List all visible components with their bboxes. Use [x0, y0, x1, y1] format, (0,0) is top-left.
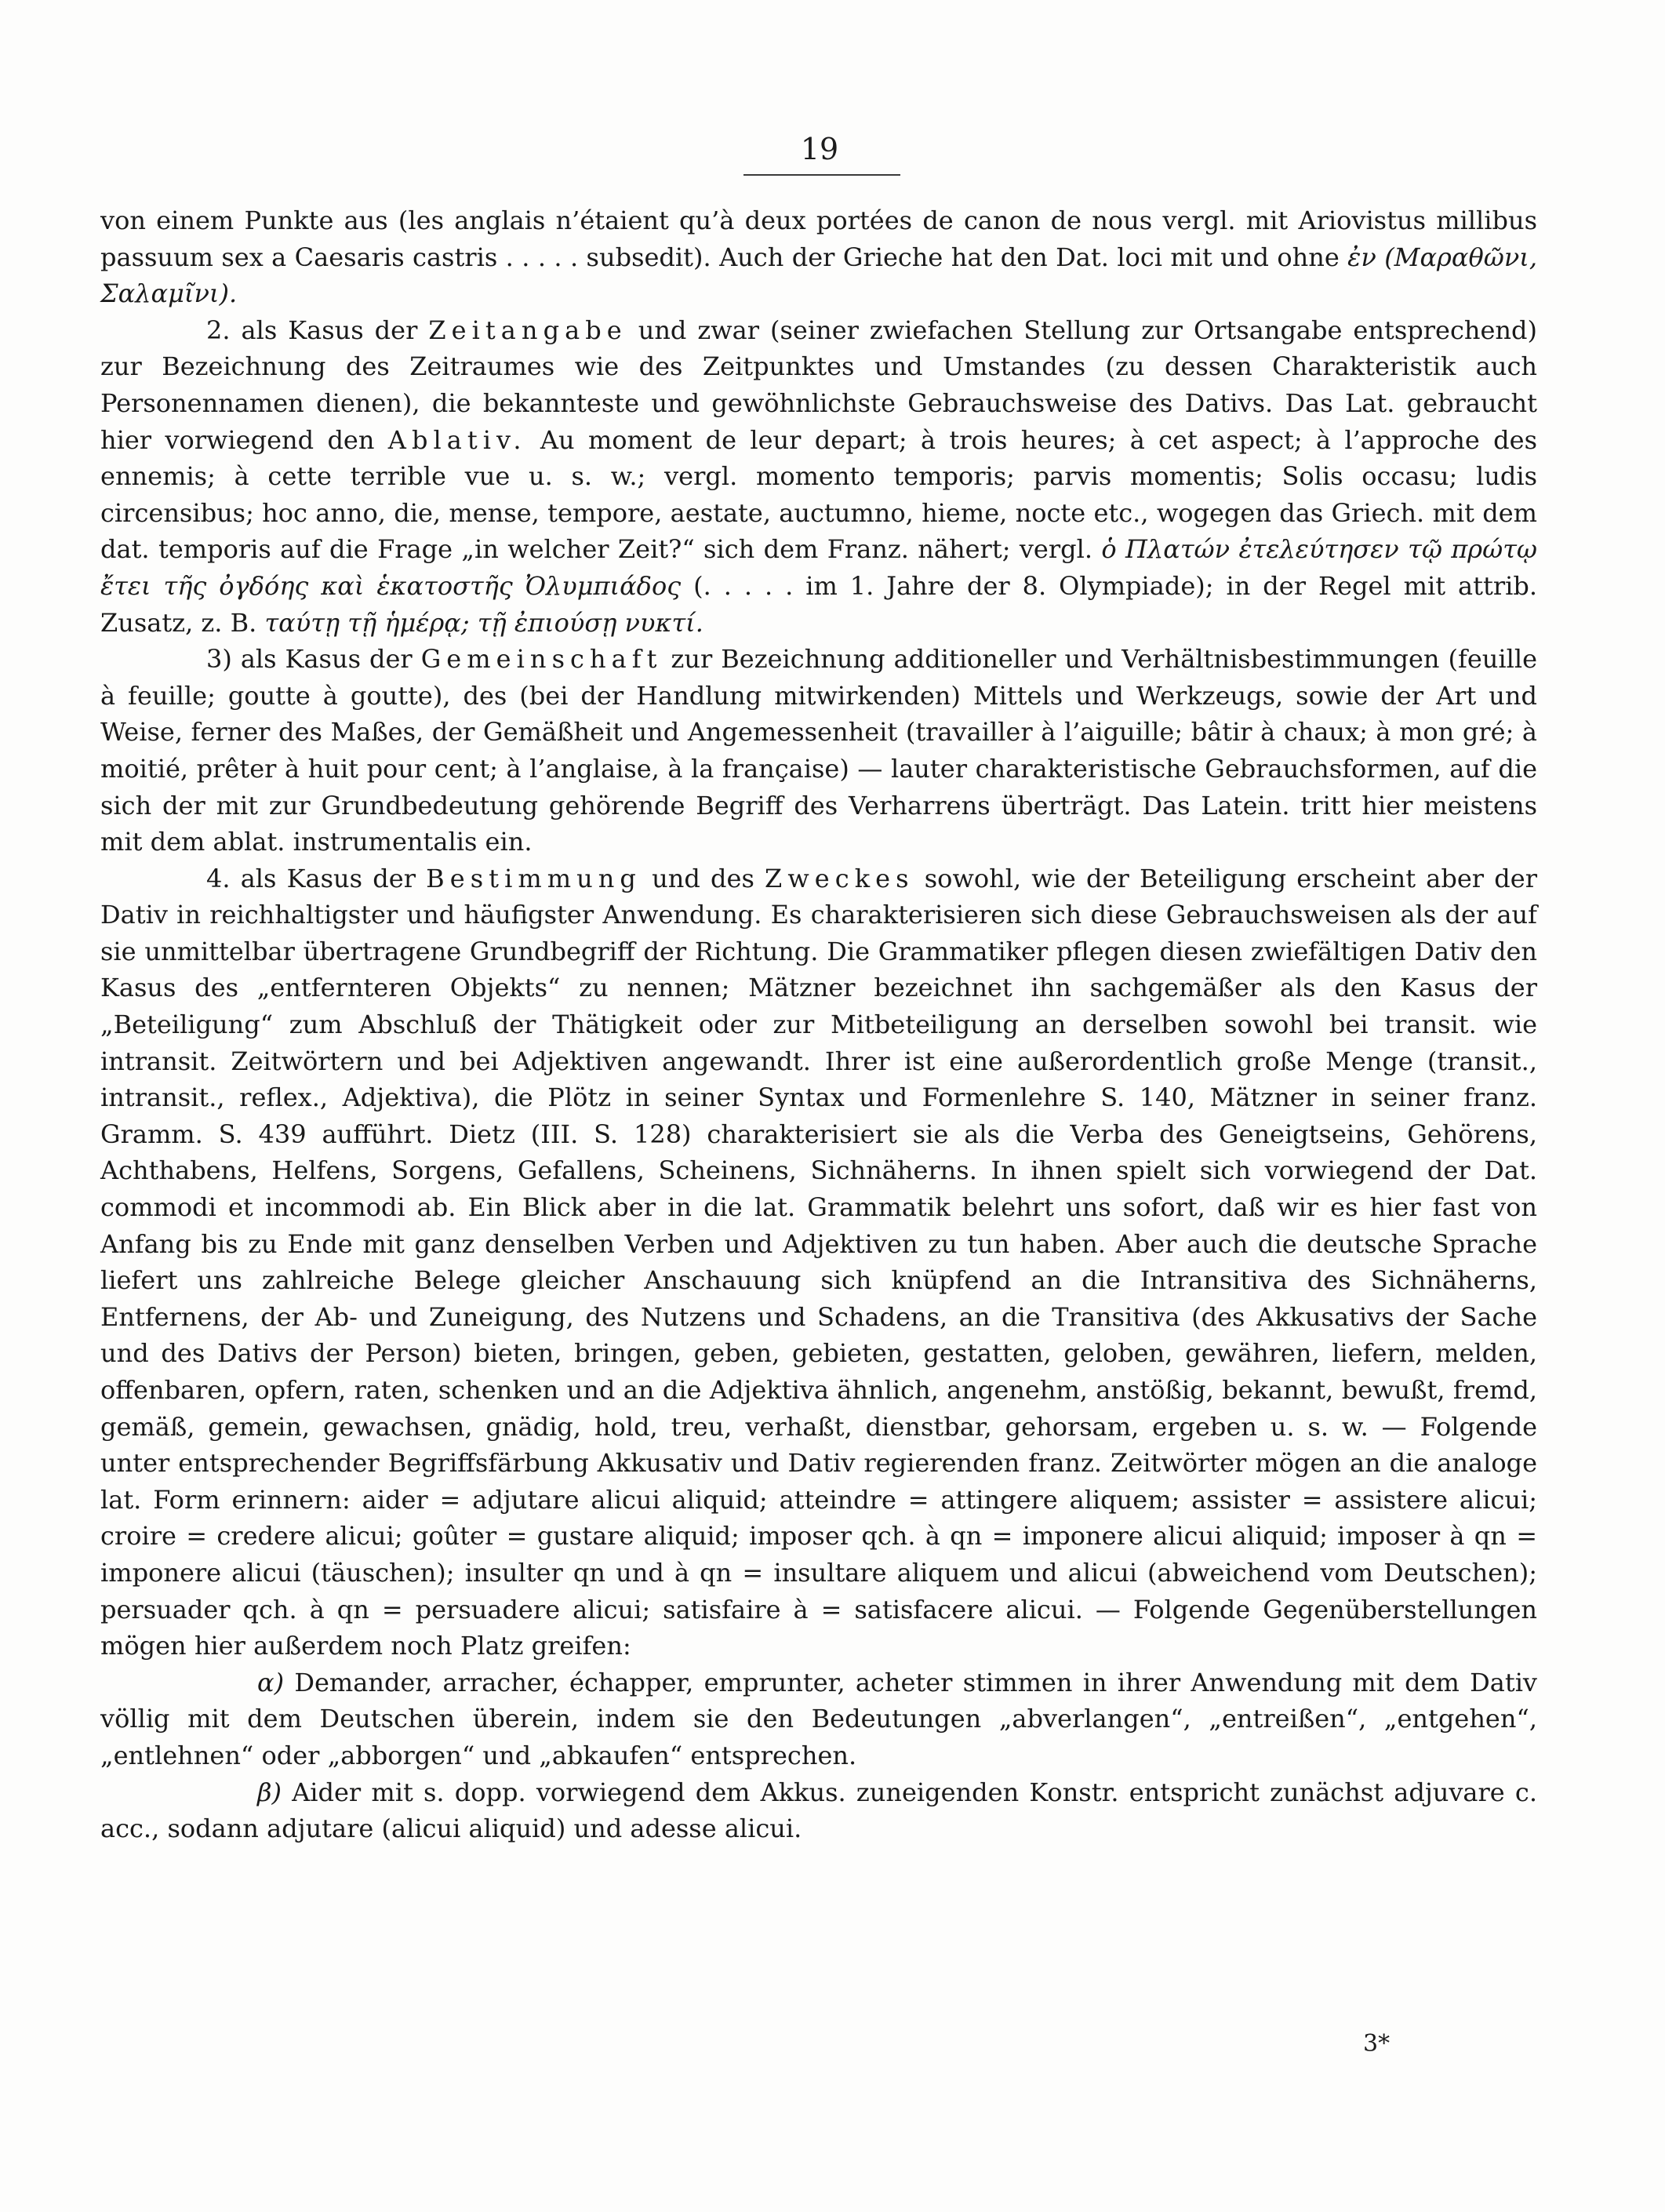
paragraph-time-indication	[100, 312, 1537, 641]
paragraph-text: 4. als Kasus der	[206, 863, 427, 893]
spaced-term: Ablativ.	[387, 424, 527, 455]
paragraph-text: Aider mit s. dopp. vorwiegend dem Akkus. zuneigenden Konstr. entspricht zunächst adjuvare c. acc., sodann adjutare (alicui aliquid) und adesse alicui.	[100, 1777, 1537, 1844]
greek-text: ἐν (Μαραθῶνι, Σαλαμῖνι).	[100, 242, 1538, 309]
paragraph-text: Au moment de leur depart; à trois heures; à cet aspect; à l’approche des ennemis; à cette terrible vue u. s. w.; vergl. momento temporis; parvis momentis; Solis occasu; ludis circensibus; hoc anno, die, mense, tempore, aestate, auctumno, hieme, nocte etc., wogegen das Griech. mit dem dat. temporis auf die Frage „in welcher Zeit?“ sich dem Franz. nähert; vergl.	[100, 424, 1538, 565]
paragraph-text: (. . . . . im 1. Jahre der 8. Olympiade); in der Regel mit attrib. Zusatz, z. B.	[100, 570, 1538, 638]
paragraph-text: Demander, arracher, échapper, emprunter, acheter stimmen in ihrer Anwendung mit dem Dativ völlig mit dem Deutschen überein, indem sie den Bedeutungen „abverlangen“, „entreißen“, „entgehen“, „entlehnen“ oder „abborgen“ und „abkaufen“ entsprechen.	[100, 1667, 1537, 1770]
greek-text: ταύτῃ τῇ ἡμέρᾳ; τῇ ἐπιούσῃ νυκτί.	[264, 607, 703, 638]
spaced-term: Bestimmung	[426, 863, 642, 893]
paragraph-continuation	[100, 202, 1537, 312]
paragraph-community	[100, 641, 1537, 860]
paragraph-purpose	[100, 860, 1537, 1664]
list-marker: β)	[257, 1777, 282, 1807]
spaced-term: Zweckes	[765, 863, 914, 893]
page-number: 19	[800, 132, 839, 166]
paragraph-text: und des	[641, 863, 765, 893]
spaced-term: Gemeinschaft	[420, 644, 663, 675]
paragraph-text: 3) als Kasus der	[206, 644, 421, 675]
paragraph-beta	[100, 1774, 1537, 1847]
greek-text: ὁ Πλατών ἐτελεύτησεν τῷ πρώτῳ ἔτει τῆς ὀγδόης καὶ ἑκατοστῆς Ὀλυμπιάδος	[100, 534, 1538, 601]
body-text	[100, 202, 1537, 1847]
paragraph-text: 2. als Kasus der	[206, 315, 429, 345]
spaced-term: Zeitangabe	[428, 315, 627, 345]
paragraph-text: und zwar (seiner zwiefachen Stellung zur Ortsangabe entsprechend) zur Bezeichnung des Zeitraumes wie des Zeitpunktes und Umstandes (zu dessen Charakteristik auch Personennamen dienen), die bekannteste und gewöhnlichste Gebrauchsweise des Dativs. Das Lat. gebraucht hier vorwiegend den	[100, 315, 1538, 455]
paragraph-text: von einem Punkte aus (les anglais n’étaient qu’à deux portées de canon de nous vergl. mit Ariovistus millibus passuum sex a Caesaris castris . . . . . subsedit). Auch der Grieche hat den Dat. loci mit und ohne	[100, 206, 1537, 272]
paragraph-text: zur Bezeichnung additioneller und Verhältnisbestimmungen (feuille à feuille; goutte à goutte), des (bei der Handlung mitwirkenden) Mittels und Werkzeugs, sowie der Art und Weise, ferner des Maßes, der Gemäßheit und Angemessenheit (travailler à l’aiguille; bâtir à chaux; à mon gré; à moitié, prêter à huit pour cent; à l’anglaise, à la française) — lauter charakteristische Gebrauchsformen, auf die sich der mit zur Grundbedeutung gehörende Begriff des Verharrens überträgt. Das Latein. tritt hier meistens mit dem ablat. instrumentalis ein.	[100, 644, 1538, 857]
paragraph-text: sowohl, wie der Beteiligung erscheint aber der Dativ in reichhaltigster und häufigster Anwendung. Es charakterisieren sich diese Gebrauchsweisen als der auf sie unmittelbar übertragene Grundbegriff der Richtung. Die Grammatiker pflegen diesen zwiefältigen Dativ den Kasus des „entfernteren Objekts“ zu nennen; Mätzner bezeichnet ihn sachgemäßer als den Kasus der „Beteiligung“ zum Abschluß der Thätigkeit oder zur Mitbeteiligung an derselben sowohl bei transit. wie intransit. Zeitwörtern und bei Adjektiven angewandt. Ihrer ist eine außerordentlich große Menge (transit., intransit., reflex., Adjektiva), die Plötz in seiner Syntax und Formenlehre S. 140, Mätzner in seiner franz. Gramm. S. 439 aufführt. Dietz (III. S. 128) charakterisiert sie als die Verba des Geneigtseins, Gehörens, Achthabens, Helfens, Sorgens, Gefallens, Scheinens, Sichnäherns. In ihnen spielt sich vorwiegend der Dat. commodi et incommodi ab. Ein Blick aber in die lat. Grammatik belehrt uns sofort, daß wir es hier fast von Anfang bis zu Ende mit ganz denselben Verben und Adjektiven zu tun haben. Aber auch die deutsche Sprache liefert uns zahlreiche Belege gleicher Anschauung sich knüpfend an die Intransitiva des Sichnäherns, Entfernens, der Ab- und Zuneigung, des Nutzens und Schadens, an die Transitiva (des Akkusativs der Sache und des Dativs der Person) bieten, bringen, geben, gebieten, gestatten, geloben, gewähren, liefern, melden, offenbaren, opfern, raten, schenken und an die Adjektiva ähnlich, angenehm, anstößig, bekannt, bewußt, fremd, gemäß, gemein, gewachsen, gnädig, hold, treu, verhaßt, dienstbar, gehorsam, ergeben u. s. w. — Folgende unter entsprechender Begriffsfärbung Akkusativ und Dativ regierenden franz. Zeitwörter mögen an die analoge lat. Form erinnern: aider = adjutare alicui aliquid; atteindre = attingere aliquem; assister = assistere alicui; croire = credere alicui; goûter = gustare aliquid; imposer qch. à qn = imponere alicui aliquid; imposer à qn = imponere alicui (täuschen); insulter qn und à qn = insultare aliquem und alicui (abweichend vom Deutschen); persuader qch. à qn = persuadere alicui; satisfaire à = satisfacere alicui. — Folgende Gegenüberstellungen mögen hier außerdem noch Platz greifen:	[100, 863, 1537, 1661]
list-marker: α)	[257, 1667, 285, 1697]
signature-mark: 3*	[1363, 2030, 1391, 2057]
page-number-rule	[743, 174, 900, 176]
paragraph-alpha	[100, 1664, 1537, 1774]
